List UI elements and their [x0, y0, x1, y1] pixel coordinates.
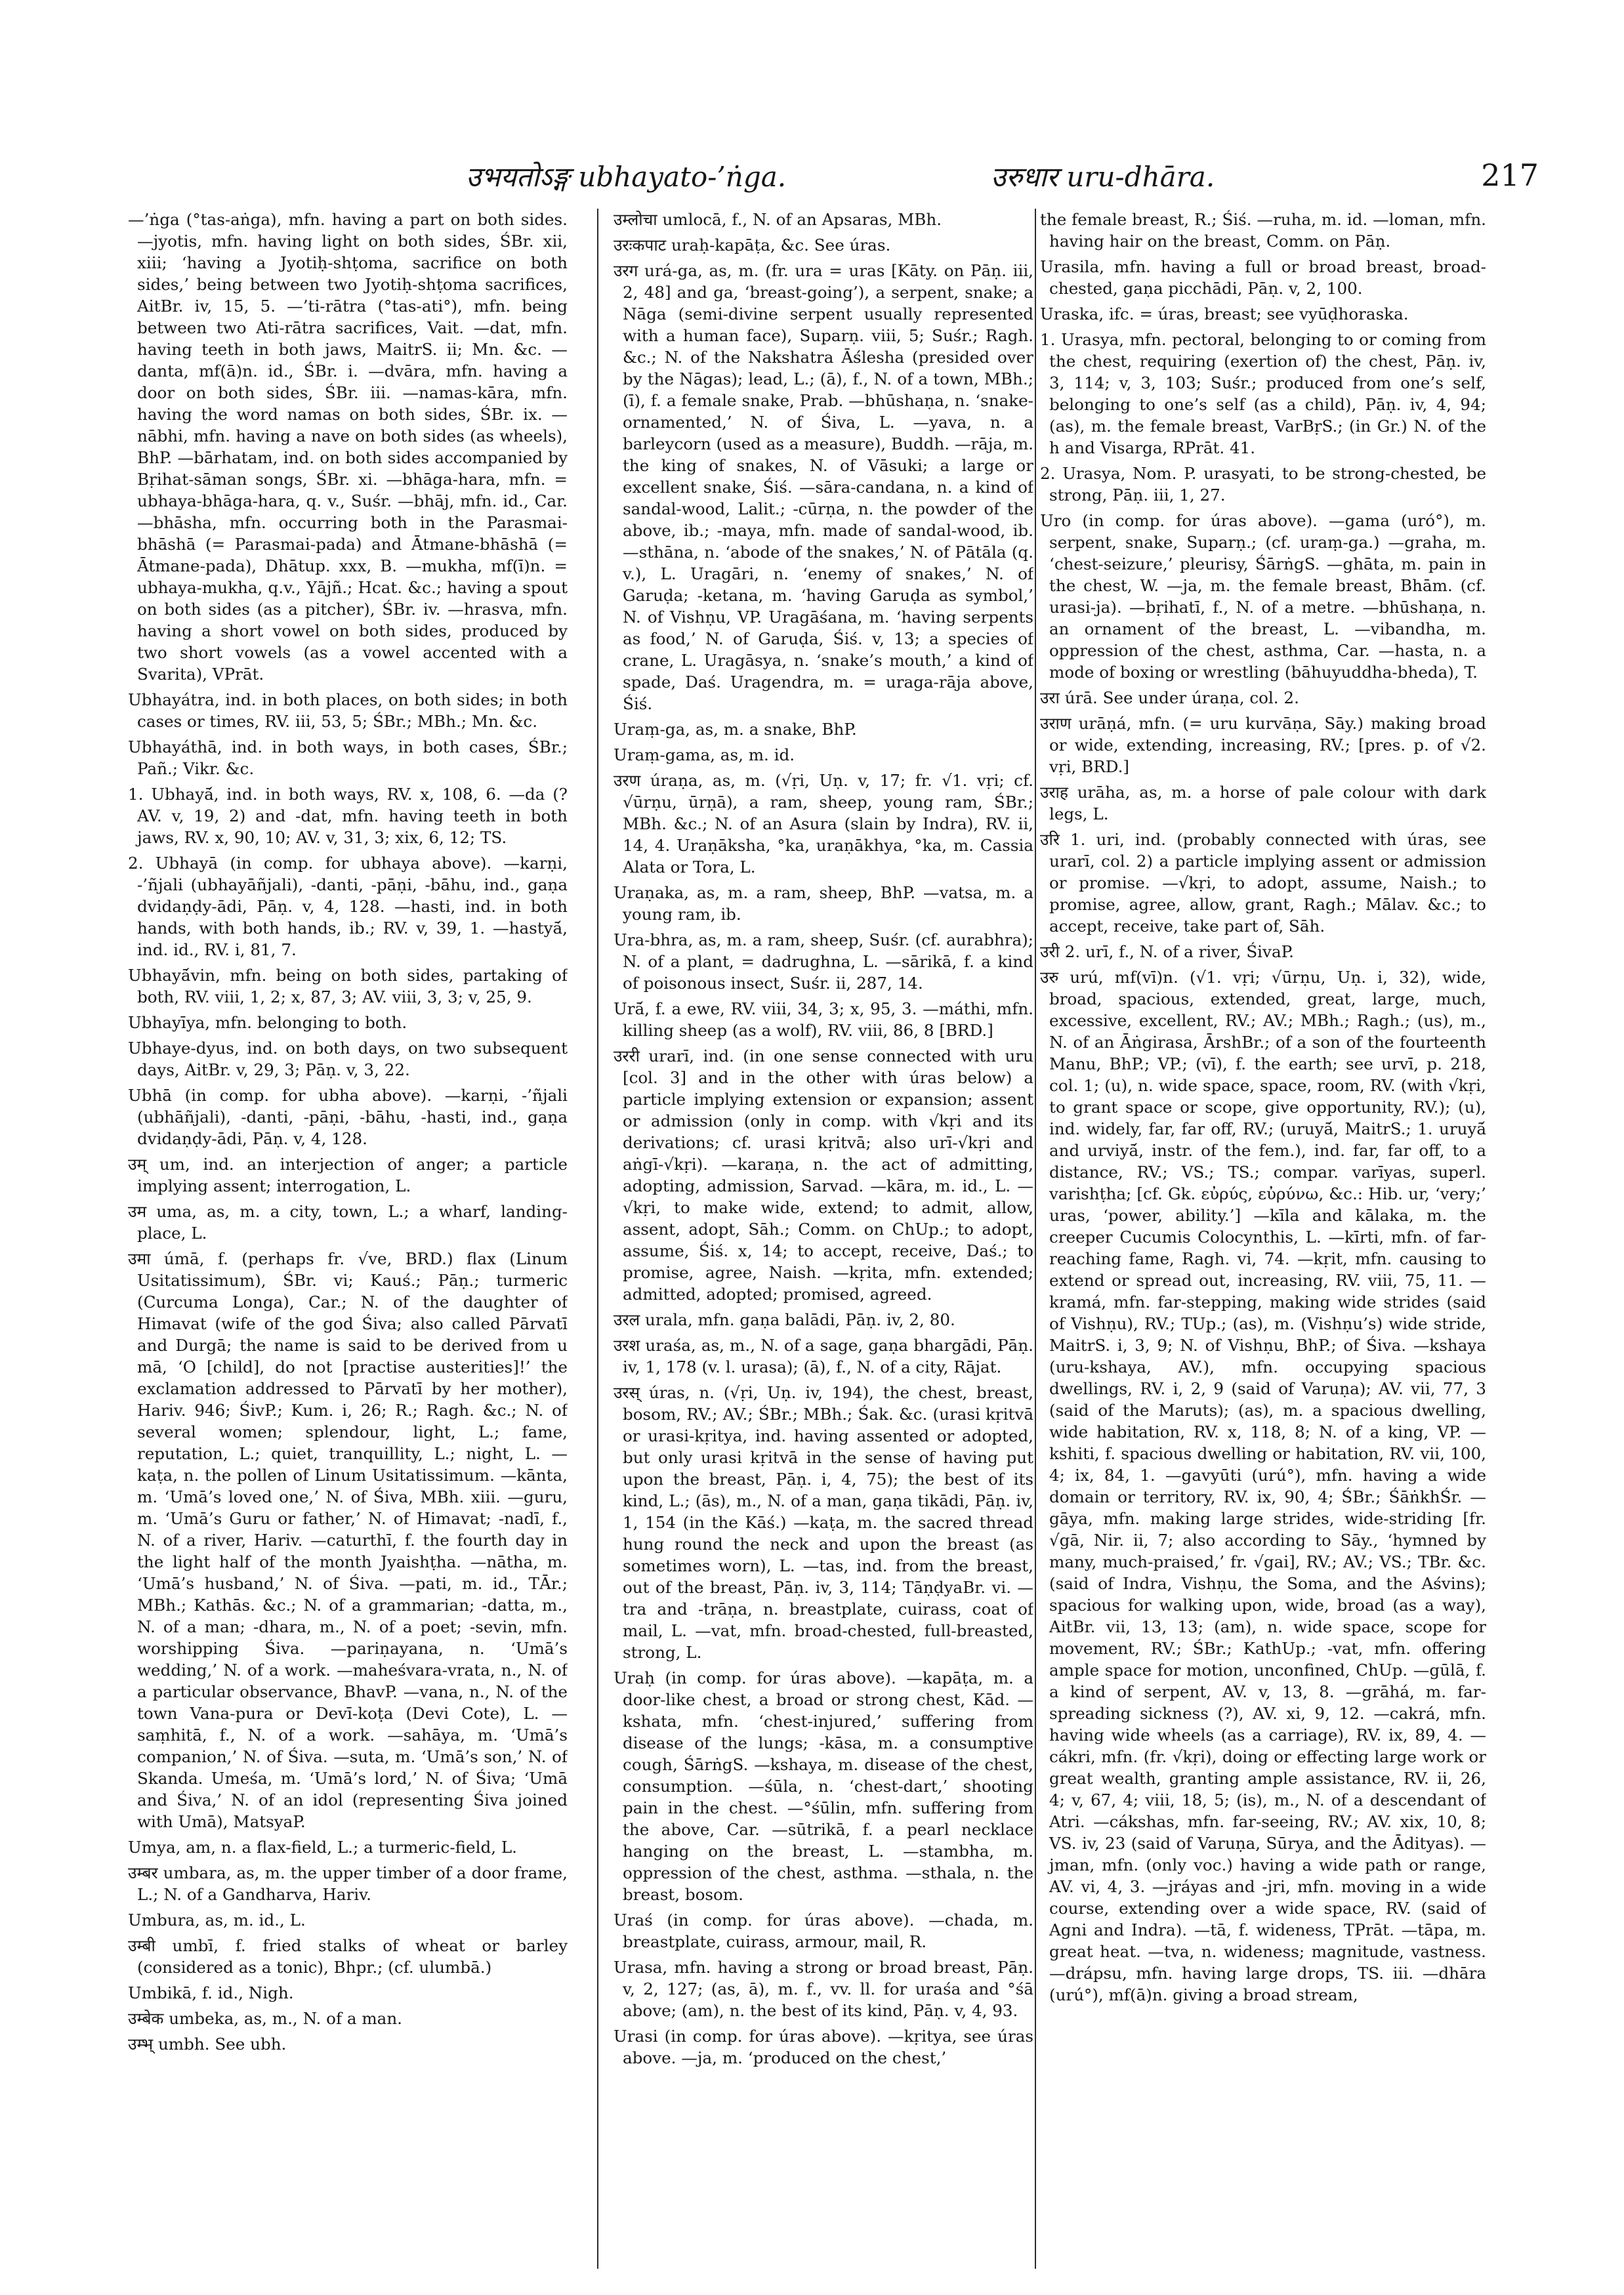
dictionary-entry: उम्बी umbī, f. fried stalks of wheat or barley (considered as a tonic), Bhpr.; (cf. ulumbā.)	[128, 1936, 568, 1977]
column-divider-1	[597, 209, 598, 2269]
dictionary-entry: उमा úmā, f. (perhaps fr. √ve, BRD.) flax (Linum Usitatissimum), ŚBr. vi; Kauś.; Pāṇ.; turmeric (Curcuma Longa), Car.; N. of the daughter of Himavat (wife of the god Śiva; also called Pārvatī and Durgā; the name is said to be derived from u mā, ‘O [child], do not [practise austerities]!’ the exclamation addressed to Pārvatī by her mother), Hariv. 946; ŚivP.; Kum. i, 26; R.; Ragh. &c.; N. of several women; splendour, light, L.; fame, reputation, L.; quiet, tranquillity, L.; night, L. —kaṭa, n. the pollen of Linum Usitatissimum. —kānta, m. ‘Umā’s loved one,’ N. of Śiva, MBh. xiii. —guru, m. ‘Umā’s Guru or father,’ N. of Himavat; -nadī, f., N. of a river, Hariv. —caturthī, f. the fourth day in the light half of the month Jyaishṭha. —nātha, m. ‘Umā’s husband,’ N. of Śiva. —pati, m. id., TĀr.; MBh.; Kathās. &c.; N. of a grammarian; -datta, m., N. of a man; -dhara, m., N. of a poet; -sevin, mfn. worshipping Śiva. —pariṇayana, n. ‘Umā’s wedding,’ N. of a work. —maheśvara-vrata, n., N. of a particular observance, BhavP. —vana, n., N. of the town Vana-pura or Devī-koṭa (Devi Cote), L. —saṃhitā, f., N. of a work. —sahāya, m. ‘Umā’s companion,’ N. of Śiva. —suta, m. ‘Umā’s son,’ N. of Skanda. Umeśa, m. ‘Umā’s lord,’ N. of Śiva; ‘Umā and Śiva,’ N. of an idol (representing Śiva joined with Umā), MatsyaP.	[128, 1249, 568, 1831]
dictionary-entry: Ubhayáthā, ind. in both ways, in both cases, ŚBr.; Pañ.; Vikr. &c.	[128, 737, 568, 778]
dictionary-entry: उम्लोचा umlocā, f., N. of an Apsaras, MBh.	[614, 210, 942, 229]
dictionary-entry: —’ṅga (°tas-aṅga), mfn. having a part on both sides. —jyotis, mfn. having light on both sides, ŚBr. xii, xiii; ‘having a Jyotiḥ-shṭoma, sacrifice on both sides,’ being between two Jyotiḥ-shṭoma sacrifices, AitBr. iv, 15, 5. —’ti-rātra (°tas-ati°), mfn. being between two Ati-rātra sacrifices, Vait. —dat, mfn. having teeth in both jaws, MaitrS. ii; Mn. &c. —danta, mf(ā)n. id., ŚBr. i. —dvāra, mfn. having a door on both sides, ŚBr. iii. —namas-kāra, mfn. having the word namas on both sides, ŚBr. ix. —nābhi, mfn. having a nave on both sides (as wheels), BhP. —bārhatam, ind. on both sides accompanied by Bṛihat-sāman songs, ŚBr. xi. —bhāga-hara, mfn. = ubhaya-bhāga-hara, q. v., Suśr. —bhāj, mfn. id., Car. —bhāsha, mfn. occurring both in the Parasmai-bhāshā (= Parasmai-pada) and Ātmane-bhāshā (= Ātmane-pada), Dhātup. xxx, B. —mukha, mf(ī)n. = ubhaya-mukha, q.v., Yājñ.; Hcat. &c.; having a spout on both sides (as a pitcher), ŚBr. iv. —hrasva, mfn. having a short vowel on both sides, produced by two short vowels (as a vowel accented with a Svarita), VPrāt.	[128, 210, 568, 684]
dictionary-entry: 2. Urasya, Nom. P. urasyati, to be strong-chested, be strong, Pāṇ. iii, 1, 27.	[1040, 464, 1486, 505]
dictionary-entry: उम्भ् umbh. See ubh.	[128, 2035, 287, 2054]
dictionary-entry: Urasila, mfn. having a full or broad breast, broad-chested, gaṇa picchādi, Pāṇ. v, 2, 100.	[1040, 257, 1486, 298]
dictionary-entry: उराण urāṇá, mfn. (= uru kurvāṇa, Sāy.) making broad or wide, extending, increasing, RV.; [pres. p. of √2. vṛi, BRD.]	[1040, 714, 1486, 776]
dictionary-entry: Uraska, ifc. = úras, breast; see vyūḍhoraska.	[1040, 304, 1409, 323]
dictionary-entry: उररी urarī, ind. (in one sense connected with uru [col. 3] and in the other with úras below) a particle implying extension or expansion; assent or admission (only in comp. with √kṛi and its derivations; cf. urasi kṛitvā; also urī-√kṛi and aṅgī-√kṛi). —karaṇa, n. the act of admitting, adopting, admission, Sarvad. —kāra, m. id., L. —√kṛi, to make wide, extend; to admit, allow, assent, adopt, Sāh.; Comm. on ChUp.; to adopt, assume, Śiś. x, 14; to accept, receive, Daś.; to promise, agree, Naish. —kṛita, mfn. extended; admitted, adopted; promised, agreed.	[614, 1046, 1033, 1304]
dictionary-entry: उम्बेक umbeka, as, m., N. of a man.	[128, 2009, 402, 2028]
dictionary-entry: 2. Ubhayā (in comp. for ubhaya above). —karṇi, -’ñjali (ubhayāñjali), -danti, -pāṇi, -bāhu, ind., gaṇa dvidaṇḍy-ādi, Pāṇ. v, 4, 128. —hasti, ind. in both hands, with both hands, ib.; RV. v, 39, 1. —hastyā́, ind. id., RV. i, 81, 7.	[128, 854, 568, 959]
dictionary-entry: उम् um, ind. an interjection of anger; a particle implying assent; interrogation, L.	[128, 1155, 568, 1195]
dictionary-entry: उरल urala, mfn. gaṇa balādi, Pāṇ. iv, 2, 80.	[614, 1310, 955, 1329]
dictionary-entry: उम्बर umbara, as, m. the upper timber of a door frame, L.; N. of a Gandharva, Hariv.	[128, 1863, 568, 1904]
dictionary-entry: Uraḥ (in comp. for úras above). —kapāṭa, m. a door-like chest, a broad or strong chest, Kād. —kshata, mfn. ‘chest-injured,’ suffering from disease of the lungs; -kāsa, m. a consumptive cough, ŚārṅgS. —kshaya, m. disease of the chest, consumption. —śūla, n. ‘chest-dart,’ shooting pain in the chest. —°śūlin, mfn. suffering from the above, Car. —sūtrikā, f. a pearl necklace hanging on the breast, L. —stambha, m. oppression of the chest, asthma. —sthala, n. the breast, bosom.	[614, 1668, 1033, 1904]
dictionary-entry: 1. Ubhayā́, ind. in both ways, RV. x, 108, 6. —da (? AV. v, 19, 2) and -dat, mfn. having teeth in both jaws, RV. x, 90, 10; AV. v, 31, 3; xix, 6, 12; TS.	[128, 785, 568, 847]
dictionary-entry: Urasa, mfn. having a strong or broad breast, Pāṇ. v, 2, 127; (as, ā), m. f., vv. ll. for uraśa and °śā above; (am), n. the best of its kind, Pāṇ. v, 4, 93.	[614, 1958, 1033, 2020]
dictionary-entry: Ubhayátra, ind. in both places, on both sides; in both cases or times, RV. iii, 53, 5; ŚBr.; MBh.; Mn. &c.	[128, 690, 568, 731]
dictionary-entry: Ubhayīya, mfn. belonging to both.	[128, 1013, 407, 1032]
dictionary-entry: उराह urāha, as, m. a horse of pale colour with dark legs, L.	[1040, 783, 1486, 823]
dictionary-entry: उरःकपाट uraḥ-kapāṭa, &c. See úras.	[614, 236, 891, 255]
dictionary-entry: Umbura, as, m. id., L.	[128, 1911, 306, 1930]
dictionary-entry: Uraṇaka, as, m. a ram, sheep, BhP. —vatsa, m. a young ram, ib.	[614, 883, 1033, 924]
column-3	[1040, 209, 1486, 2269]
dictionary-entry: Ubhaye-dyus, ind. on both days, on two subsequent days, AitBr. v, 29, 3; Pāṇ. v, 3, 22.	[128, 1039, 568, 1079]
dictionary-entry: Umya, am, n. a flax-field, L.; a turmeric-field, L.	[128, 1838, 517, 1857]
dictionary-entry: Ura-bhra, as, m. a ram, sheep, Suśr. (cf. aurabhra); N. of a plant, = dadrughna, L. —sārikā, f. a kind of poisonous insect, Suśr. ii, 287, 14.	[614, 930, 1033, 993]
dictionary-entry: उरग urá-ga, as, m. (fr. ura = uras [Kāty. on Pāṇ. iii, 2, 48] and ga, ‘breast-going’), a serpent, snake; a Nāga (semi-divine serpent usually represented with a human face), Suparṇ. viii, 5; Suśr.; Ragh. &c.; N. of the Nakshatra Āślesha (presided over by the Nāgas); lead, L.; (ā), f., N. of a town, MBh.; (ī), f. a female snake, Prab. —bhūshaṇa, n. ‘snake-ornamented,’ N. of Śiva, L. —yava, n. a barleycorn (used as a measure), Buddh. —rāja, m. the king of snakes, N. of Vāsuki; a large or excellent snake, Śiś. —sāra-candana, n. a kind of sandal-wood, Lalit.; -cūrṇa, n. the powder of the above, ib.; -maya, mfn. made of sandal-wood, ib. —sthāna, n. ‘abode of the snakes,’ N. of Pātāla (q. v.), L. Uragāri, n. ‘enemy of snakes,’ N. of Garuḍa; -ketana, m. ‘having Garuḍa as symbol,’ N. of Vishṇu, VP. Uragāśana, m. ‘having serpents as food,’ N. of Garuḍa, Śiś. v, 13; a species of crane, L. Uragāsya, n. ‘snake’s mouth,’ a kind of spade, Daś. Uragendra, m. = uraga-rāja above, Śiś.	[614, 261, 1033, 713]
dictionary-entry: Ubhayā́vin, mfn. being on both sides, partaking of both, RV. viii, 1, 2; x, 87, 3; AV. viii, 3, 3; v, 25, 9.	[128, 966, 568, 1006]
dictionary-entry: उरश uraśa, as, m., N. of a sage, gaṇa bhargādi, Pāṇ. iv, 1, 178 (v. l. urasa); (ā), f., N. of a city, Rājat.	[614, 1336, 1033, 1376]
dictionary-entry: Urā́, f. a ewe, RV. viii, 34, 3; x, 95, 3. —máthi, mfn. killing sheep (as a wolf), RV. viii, 86, 8 [BRD.]	[614, 999, 1033, 1040]
dictionary-entry: Uraṃ-gama, as, m. id.	[614, 745, 795, 764]
dictionary-entry: उरस् úras, n. (√ṛi, Uṇ. iv, 194), the chest, breast, bosom, RV.; AV.; ŚBr.; MBh.; Śak. &c. (urasi kṛitvā or urasi-kṛitya, ind. having assented or adopted, but only urasi kṛitvā in the sense of having put upon the breast, Pāṇ. i, 4, 75); the best of its kind, L.; (ās), m., N. of a man, gaṇa tikādi, Pāṇ. iv, 1, 154 (in the Kāś.) —kaṭa, m. the sacred thread hung round the neck and upon the breast (as sometimes worn), L. —tas, ind. from the breast, out of the breast, Pāṇ. iv, 3, 114; TāṇḍyaBr. vi. —tra and -trāṇa, n. breastplate, cuirass, coat of mail, L. —vat, mfn. broad-chested, full-breasted, strong, L.	[614, 1383, 1033, 1662]
running-head-left: उभयतोऽङ्ग ubhayato-’ṅga.	[466, 161, 787, 193]
dictionary-entry: उरण úraṇa, as, m. (√ṛi, Uṇ. v, 17; fr. √1. vṛi; cf. √ūrṇu, ūrṇā), a ram, sheep, young ram, ŚBr.; MBh. &c.; N. of an Asura (slain by Indra), RV. ii, 14, 4. Uraṇāksha, °ka, uraṇākhya, °ka, m. Cassia Alata or Tora, L.	[614, 771, 1033, 877]
dictionary-entry: Uro (in comp. for úras above). —gama (uró°), m. serpent, snake, Suparṇ.; (cf. uraṃ-ga.) —graha, m. ‘chest-seizure,’ pleurisy, ŚārṅgS. —ghāta, m. pain in the chest, W. —ja, m. the female breast, Bhām. (cf. urasi-ja). —bṛihatī, f., N. of a metre. —bhūshaṇa, n. an ornament of the breast, L. —vibandha, m. oppression of the chest, asthma, Car. —hasta, n. a mode of boxing or wrestling (bāhuyuddha-bheda), T.	[1040, 511, 1486, 682]
dictionary-entry: Uraṃ-ga, as, m. a snake, BhP.	[614, 720, 857, 739]
dictionary-entry: 1. Urasya, mfn. pectoral, belonging to or coming from the chest, requiring (exertion of) the chest, Pāṇ. iv, 3, 114; v, 3, 103; Suśr.; produced from one’s self, belonging to one’s self (as a child), Pāṇ. iv, 4, 94; (as), m. the female breast, VarBṛS.; (in Gr.) N. of the h and Visarga, RPrāt. 41.	[1040, 330, 1486, 457]
dictionary-entry: उरु urú, mf(vī)n. (√1. vṛi; √ūrṇu, Uṇ. i, 32), wide, broad, spacious, extended, great, large, much, excessive, excellent, RV.; AV.; MBh.; Ragh.; (us), m., N. of an Āṅgirasa, ĀrshBr.; of a son of the fourteenth Manu, BhP.; VP.; (vī), f. the earth; see urvī, p. 218, col. 1; (u), n. wide space, space, room, RV. (with √kṛi, to grant space or scope, give opportunity, RV.); (u), ind. widely, far, far off, RV.; (uruyā́, MaitrS.; 1. uruyā́ and urviyā́, instr. of the fem.), ind. far, far off, to a distance, RV.; VS.; TS.; compar. varīyas, superl. varishṭha; [cf. Gk. εὐρύς, εὐρύνω, &c.: Hib. ur, ‘very;’ uras, ‘power, ability.’] —kīla and kālaka, m. the creeper Cucumis Colocynthis, L. —kīrti, mfn. of far-reaching fame, Ragh. vi, 74. —kṛit, mfn. causing to extend or spread out, increasing, RV. viii, 75, 11. —kramá, mfn. far-stepping, making wide strides (said of Vishṇu), RV.; TUp.; (as), m. (Vishṇu’s) wide stride, MaitrS. i, 3, 9; N. of Vishṇu, BhP.; of Śiva. —kshaya (uru-kshaya, AV.), mfn. occupying spacious dwellings, RV. i, 2, 9 (said of Varuṇa); AV. vii, 77, 3 (said of the Maruts); (as), m. a spacious dwelling, wide habitation, RV. x, 118, 8; N. of a king, VP. —kshiti, f. spacious dwelling or habitation, RV. vii, 100, 4; ix, 84, 1. —gavyūti (urú°), mfn. having a wide domain or territory, RV. ix, 90, 4; ŚBr.; ŚāṅkhŚr. —gāya, mfn. making large strides, wide-striding [fr. √gā, Nir. ii, 7; also according to Sāy., ‘hymned by many, much-praised,’ fr. √gai], RV.; AV.; VS.; TBr. &c. (said of Indra, Vishṇu, the Soma, and the Aśvins); spacious for walking upon, wide, broad (as a way), AitBr. vii, 13, 13; (am), n. wide space, scope for movement, RV.; ŚBr.; KathUp.; -vat, mfn. offering ample space for motion, unconfined, ChUp. —gūlā, f. a kind of serpent, AV. v, 13, 8. —grāhá, m. far-spreading sickness (?), AV. xi, 9, 12. —cakrá, mfn. having wide wheels (as a carriage), RV. ix, 89, 4. —cákri, mfn. (fr. √kṛi), doing or effecting large work or great wealth, granting ample assistance, RV. ii, 26, 4; v, 67, 4; viii, 18, 5; (is), m., N. of a descendant of Atri. —cákshas, mfn. far-seeing, RV.; AV. xix, 10, 8; VS. iv, 23 (said of Varuṇa, Sūrya, and the Ādityas). —jman, mfn. (only voc.) having a wide path or range, AV. vi, 4, 3. —jráyas and -jri, mfn. moving in a wide course, extending over a wide space, RV. (said of Agni and Indra). —tā, f. wideness, TPrāt. —tāpa, m. great heat. —tva, n. wideness; magnitude, vastness. —drápsu, mfn. having large drops, TS. iii. —dhāra (urú°), mf(ā)n. giving a broad stream,	[1040, 968, 1486, 2004]
column-1	[128, 209, 568, 2269]
page-header	[85, 146, 1539, 205]
dictionary-entry: Ubhā (in comp. for ubha above). —karṇi, -’ñjali (ubhāñjali), -danti, -pāṇi, -bāhu, -hasti, ind., gaṇa dvidaṇḍy-ādi, Pāṇ. v, 4, 128.	[128, 1086, 568, 1148]
dictionary-entry: उरि 1. uri, ind. (probably connected with úras, see urarī, col. 2) a particle implying assent or admission or promise. —√kṛi, to adopt, assume, Naish.; to promise, agree, allow, grant, Ragh.; Mālav. &c.; to accept, receive, take part of, Sāh.	[1040, 830, 1486, 936]
dictionary-entry: उरी 2. urī, f., N. of a river, ŚivaP.	[1040, 942, 1294, 961]
dictionary-entry: Umbikā, f. id., Nigh.	[128, 1983, 294, 2002]
dictionary-entry: Urasi (in comp. for úras above). —kṛitya, see úras above. —ja, m. ‘produced on the chest,’	[614, 2027, 1033, 2067]
column-divider-2	[1035, 209, 1036, 2269]
dictionary-entry: the female breast, R.; Śiś. —ruha, m. id. —loman, mfn. having hair on the breast, Comm. on Pāṇ.	[1040, 210, 1486, 251]
dictionary-entry: उम uma, as, m. a city, town, L.; a wharf, landing-place, L.	[128, 1202, 568, 1243]
column-2	[614, 209, 1033, 2269]
running-head-right: उरुधार uru-dhāra.	[991, 161, 1215, 193]
dictionary-entry: उरा úrā. See under úraṇa, col. 2.	[1040, 688, 1299, 707]
page-number: 217	[1481, 157, 1539, 193]
dictionary-entry: Uraś (in comp. for úras above). —chada, m. breastplate, cuirass, armour, mail, R.	[614, 1911, 1033, 1951]
